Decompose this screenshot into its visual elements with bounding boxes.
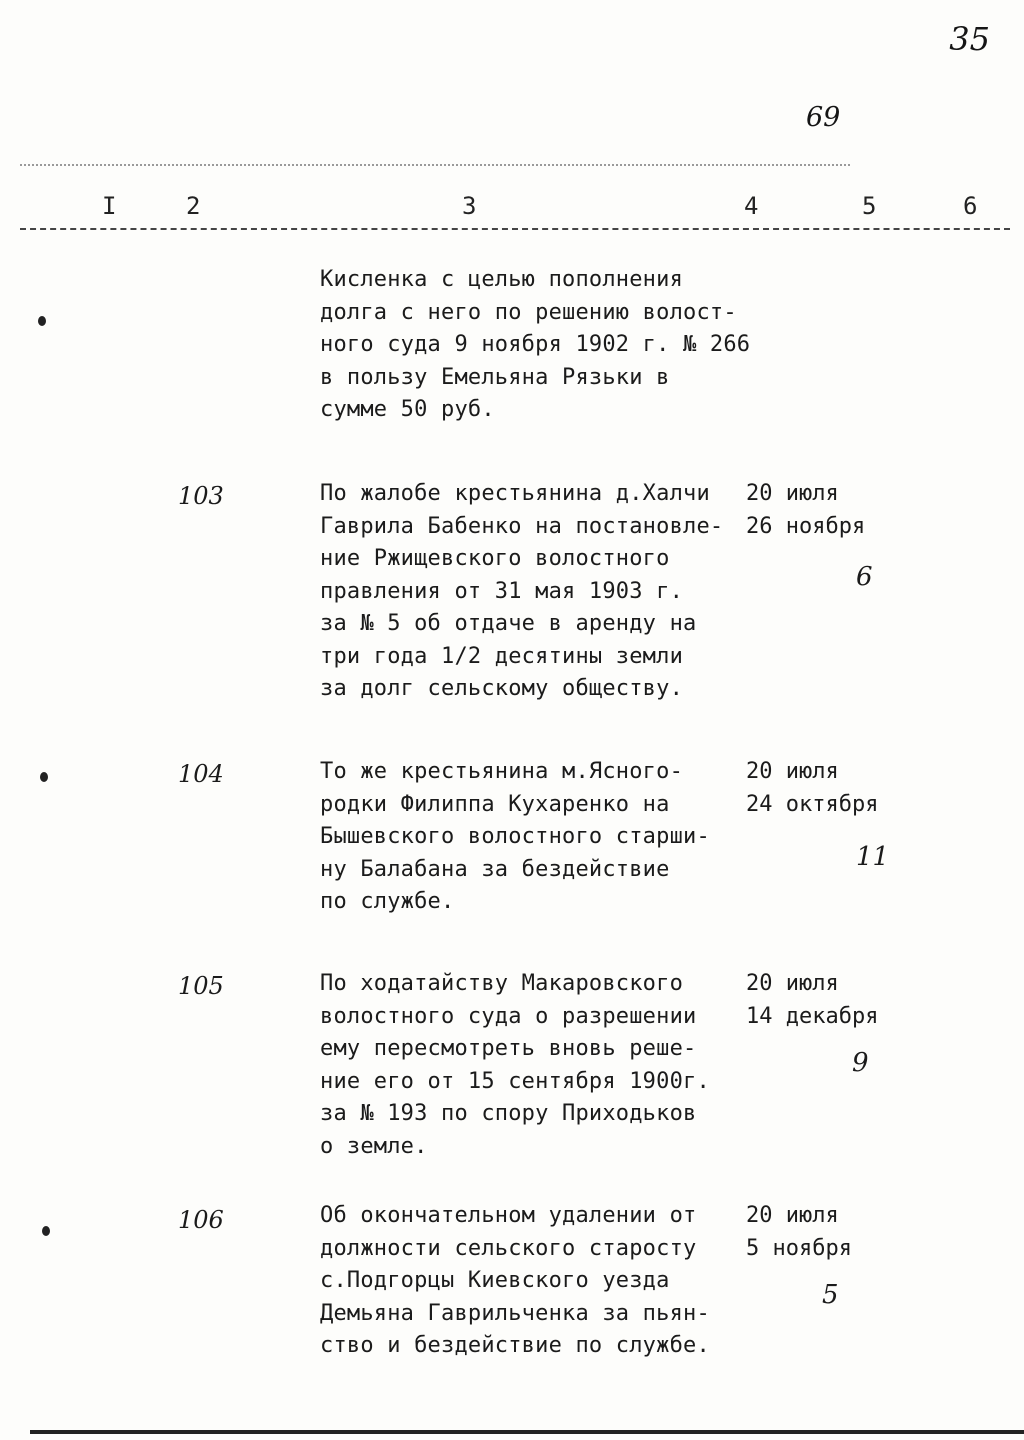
column-header-5: 5	[862, 192, 877, 220]
entry-number: 104	[178, 760, 224, 788]
description-line: По жалобе крестьянина д.Халчи	[320, 481, 710, 506]
continuation-description	[320, 264, 751, 427]
description-line: Гаврила Бабенко на постановле-	[320, 513, 724, 539]
sheet-number: 35	[949, 20, 990, 58]
sheet-count: 6	[856, 562, 873, 592]
description-line: с.Подгорцы Киевского уезда	[320, 1268, 670, 1293]
entry-description	[320, 1200, 740, 1363]
description-line: за № 5 об отдаче в аренду на	[320, 611, 697, 636]
page-number: 69	[806, 102, 841, 133]
sheet-count: 5	[822, 1280, 839, 1310]
date-end: 14 декабря	[746, 1003, 879, 1029]
description-line: о земле.	[320, 1133, 428, 1159]
description-line: за долг сельскому обществу.	[320, 676, 684, 701]
description-line: ему пересмотреть вновь реше-	[320, 1036, 697, 1061]
description-line: По ходатайству Макаровского	[320, 971, 684, 996]
punch-hole-mark	[38, 316, 46, 326]
description-line: сумме 50 руб.	[320, 397, 495, 422]
date-start: 20 июля	[746, 759, 839, 784]
description-line: волостного суда о разрешении	[320, 1003, 697, 1029]
description-line: ну Балабана за бездействие	[320, 856, 670, 882]
entry-description	[320, 756, 740, 919]
dotted-line	[20, 164, 850, 166]
entry-number: 103	[178, 482, 224, 510]
date-end: 26 ноября	[746, 513, 866, 539]
description-line: в пользу Емельяна Рязьки в	[320, 364, 670, 390]
description-line: родки Филиппа Кухаренко на	[320, 791, 670, 817]
description-line: за № 193 по спору Приходьков	[320, 1101, 697, 1126]
column-header-6: 6	[963, 192, 978, 220]
date-end: 24 октября	[746, 791, 879, 817]
entry-number: 106	[178, 1206, 224, 1234]
description-line: Бышевского волостного старши-	[320, 824, 710, 849]
description-line: ние Ржищевского волостного	[320, 546, 670, 571]
column-header-3: 3	[462, 192, 477, 220]
description-line: долга с него по решению волост-	[320, 299, 737, 325]
bottom-rule	[30, 1430, 1024, 1434]
description-line: по службе.	[320, 889, 455, 914]
description-line: Демьяна Гаврильченка за пьян-	[320, 1300, 710, 1326]
date-start: 20 июля	[746, 971, 839, 996]
description-line: три года 1/2 десятины земли	[320, 643, 684, 669]
description-line: Кисленка с целью пополнения	[320, 267, 684, 292]
punch-hole-mark	[42, 1226, 50, 1236]
description-line: правления от 31 мая 1903 г.	[320, 578, 684, 604]
description-line: ство и бездействие по службе.	[320, 1333, 710, 1358]
date-end: 5 ноября	[746, 1235, 852, 1261]
entry-description	[320, 968, 740, 1163]
description-line: ного суда 9 ноября 1902 г. № 266	[320, 332, 751, 357]
description-line: То же крестьянина м.Ясного-	[320, 759, 684, 784]
sheet-count: 9	[852, 1048, 869, 1078]
entry-number: 105	[178, 972, 224, 1000]
column-header-4: 4	[744, 192, 759, 220]
description-line: ние его от 15 сентября 1900г.	[320, 1068, 710, 1094]
entry-dates	[746, 756, 878, 821]
punch-hole-mark	[40, 772, 48, 782]
column-header-2: 2	[186, 192, 201, 220]
entry-dates	[746, 1200, 852, 1265]
entry-description	[320, 478, 740, 706]
entry-dates	[746, 968, 878, 1033]
description-line: должности сельского старосту	[320, 1235, 697, 1261]
description-line: Об окончательном удалении от	[320, 1203, 697, 1228]
date-start: 20 июля	[746, 481, 839, 506]
header-rule	[20, 228, 1010, 230]
entry-dates	[746, 478, 865, 543]
column-header-1: I	[102, 192, 117, 220]
date-start: 20 июля	[746, 1203, 839, 1228]
sheet-count: 11	[856, 842, 890, 872]
